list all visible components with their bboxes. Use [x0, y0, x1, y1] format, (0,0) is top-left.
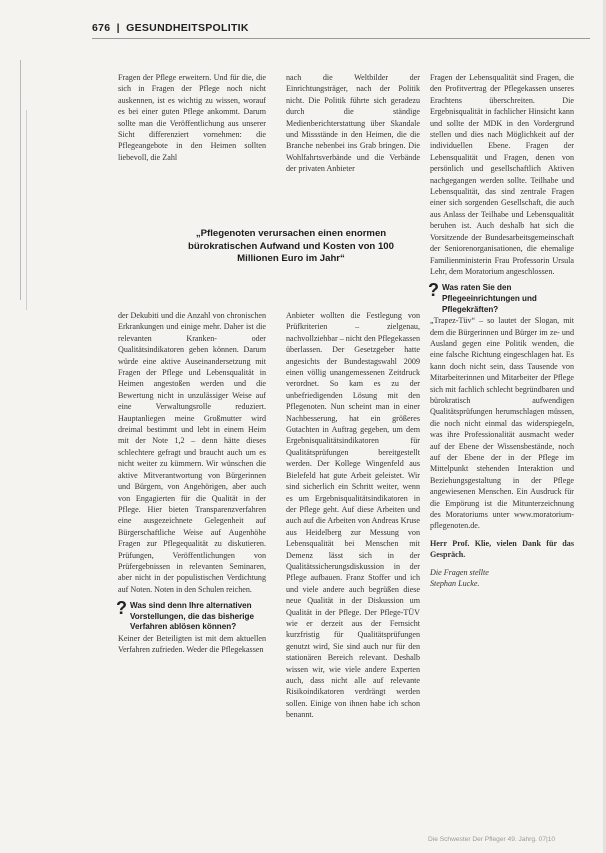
closing-line: Herr Prof. Klie, vielen Dank für das Gespräch.: [430, 538, 574, 560]
section-title: GESUNDHEITSPOLITIK: [126, 22, 249, 34]
question-text: Was raten Sie den Pflegeeinrichtungen und Pflegekräften?: [442, 283, 537, 314]
body-paragraph: Anbieter wollten die Festlegung von Prüfkriterien – zielgenau, nachvollziehbar – nicht den Pflegekassen überlassen. Der Gesetzgeber hatte angesichts der Bundestagswahl 2009 einen völlig unangemessenen Zeitdruck verordnet. So kam es zu der unbefriedigenden Lösung mit den Pflegenoten. Nun scheint man in einer Nachbesserung, hat ein größeres Gutachten in Auftrag gegeben, um dem Ergebnisqualitätsindikatoren für Qualitätsprüfungen bereitgestellt werden. Der Kollege Wingenfeld aus Bielefeld hat gute Arbeit geleistet. Wir sind sicherlich ein Schritt weiter, wenn es um Ergebnisqualitätsindikatoren in der Pflege geht. Auf diese Arbeiten und auch auf die Arbeiten von Andreas Kruse aus Heidelberg zur Messung von Lebensqualität bei Menschen mit Demenz lässt sich in der Qualitätssicherungsdiskussion in der Pflege aufbauen. Franz Stoffer und ich und viele andere auch begrüßen diese neue Qualität in der Diskussion um Qualität in der Pflege. Der Pflege-TÜV wie er derzeit aus der Fernsicht kurzfristig für Qualitätsprüfungen genutzt wird, Sie sind auch nur für den stationären Bereich relevant. Deshalb wissen wir, wie viele andere Experten auch, dass nicht alle auf relevante Risikoindikatoren verdrängt werden sollen. Einige von ihnen habe ich schon benannt.: [286, 311, 420, 720]
body-paragraph: Fragen der Pflege erweitern. Und für die, die sich in Fragen der Pflege noch nicht auskennen, ist es wichtig zu wissen, worauf es bei einer guten Pflege ankommt. Darum sollte man die Veröffentlichung aus unserer Sicht differenziert vornehmen: die Pflegeangebote in den Heimen sollten liebevoll, die Zahl: [118, 73, 266, 162]
page-number: 676: [92, 22, 111, 34]
interview-question: [116, 598, 266, 633]
credit-author: Stephan Lucke.: [430, 579, 480, 589]
credit-line: Die Fragen stellte: [430, 567, 489, 577]
interview-question: [428, 280, 574, 315]
page-footer: Die Schwester Der Pfleger 49. Jahrg. 07|10: [428, 836, 556, 843]
pull-quote: „Pflegenoten verursachen einen enormen bürokratischen Aufwand und Kosten von 100 Millionen Euro im Jahr“: [188, 228, 394, 265]
column-3: [430, 72, 574, 589]
binding-mark: [20, 60, 21, 300]
body-paragraph: nach die Weltbilder der Einrichtungsträger, nach der Politik nicht. Die Politik führte sich geradezu durch die ständige Medienberichterstattung über Skandale und Missstände in den Heimen, die die Branche nebenbei ins Grab bringen. Die Wohlfahrtsverbände und die Verbände der privaten Anbieter: [286, 73, 420, 174]
body-paragraph: Fragen der Lebensqualität sind Fragen, die den Profitvertrag der Pflegekassen unseres Erachtens überschreiten. Die Ergebnisqualität in fachlicher Hinsicht kann und sollte der MDK in den Vordergrund stellen und dies nach Möglichkeit auf der individuellen Ebene. Fragen der Lebensqualität und Fragen, denen von persönlich und gesellschaftlich Aktiven nachgegangen werden sollte. Teilhabe und Lebensqualität, das sind zentrale Fragen einer sich sorgenden Gesellschaft, die auch aus Anlass der Teilhabe und Lebensqualität beruhen ist. Auch deshalb hat sich die Vorsitzende der Bundesarbeitsgemeinschaft der Seniorenorganisationen, die ehemalige Familienministerin Frau Professorin Ursula Lehr, dem Moratorium angeschlossen.: [430, 73, 574, 276]
column-2-bottom: [286, 310, 420, 721]
body-paragraph: Keiner der Beteiligten ist mit dem aktuellen Verfahren zufrieden. Weder die Pflegekassen: [118, 633, 266, 655]
column-1-bottom: [118, 310, 266, 656]
binding-mark: [26, 110, 27, 310]
question-mark-icon: ?: [116, 598, 127, 619]
column-2-top: [286, 72, 420, 175]
header-separator: |: [116, 22, 120, 34]
column-1-top: [118, 72, 266, 163]
question-mark-icon: ?: [428, 280, 439, 301]
question-text: Was sind denn Ihre alternativen Vorstellungen, die das bisherige Verfahren ablösen können?: [130, 601, 254, 632]
body-paragraph: der Dekubiti und die Anzahl von chronischen Erkrankungen und einige mehr. Daher ist die relevanten Kranken- oder Qualitätsindikatoren geben können. Darum würde eine aktive Auseinandersetzung mit Fragen der Pflege und Lebensqualität in Heimen angestoßen werden und die Bewertung nicht in unzulässiger Weise auf eine Verwaltungsrolle reduziert. Hauptanliegen meine Großmutter wird dreimal bestimmt und lebt in einem Heim mit der Note 1,2 – denn hätte dieses schlechtere gefragt und braucht auch um es nicht weiter zu kümmern. Wir wünschen die aktive Mitverantwortung von Bürgerinnen und Bürgern, von Angehörigen, aber auch von Engagierten für die Qualität in der Pflege. Hier bieten Transparenzverfahren eine ausgezeichnete Gelegenheit auf Bürgerschaftliche Weise auf Augenhöhe Fragen zur Pflegequalität zu diskutieren. Prüfungen, Veröffentlichungen von Prüfergebnissen in relevanten Seminaren, aber nicht in der populistischen Verdichtung auf Noten. Noten in den Schulen reichen.: [118, 311, 266, 594]
header-rule: [92, 38, 590, 39]
page-header: [92, 22, 249, 34]
body-paragraph: „Trapez-Tüv“ – so lautet der Slogan, mit dem die Bürgerinnen und Bürger im ze- und Ausland gegen eine Politik wenden, die eine falsche Richtung eingeschlagen hat. Es kann doch nicht sein, dass Tausende von Mitarbeiterinnen und Mitarbeiter der Pflege sich mit fachlich schlecht begründbaren und bürokratisch aufwendigen Qualitätsprüfungen herumschlagen müssen, die noch nicht einmal das widerspiegeln, was ihre Professionalität ausmacht weder auf der Ebene der Wissensbestände, noch auf der Ebene der in der Pflege im Mittelpunkt stehenden Interaktion und Beziehungsgestaltung in der Pflege angewiesenen Menschen. Ein Ausdruck für die Empörung ist die Mitunterzeichnung des Moratoriums unter www.moratorium-pflegenoten.de.: [430, 316, 574, 531]
